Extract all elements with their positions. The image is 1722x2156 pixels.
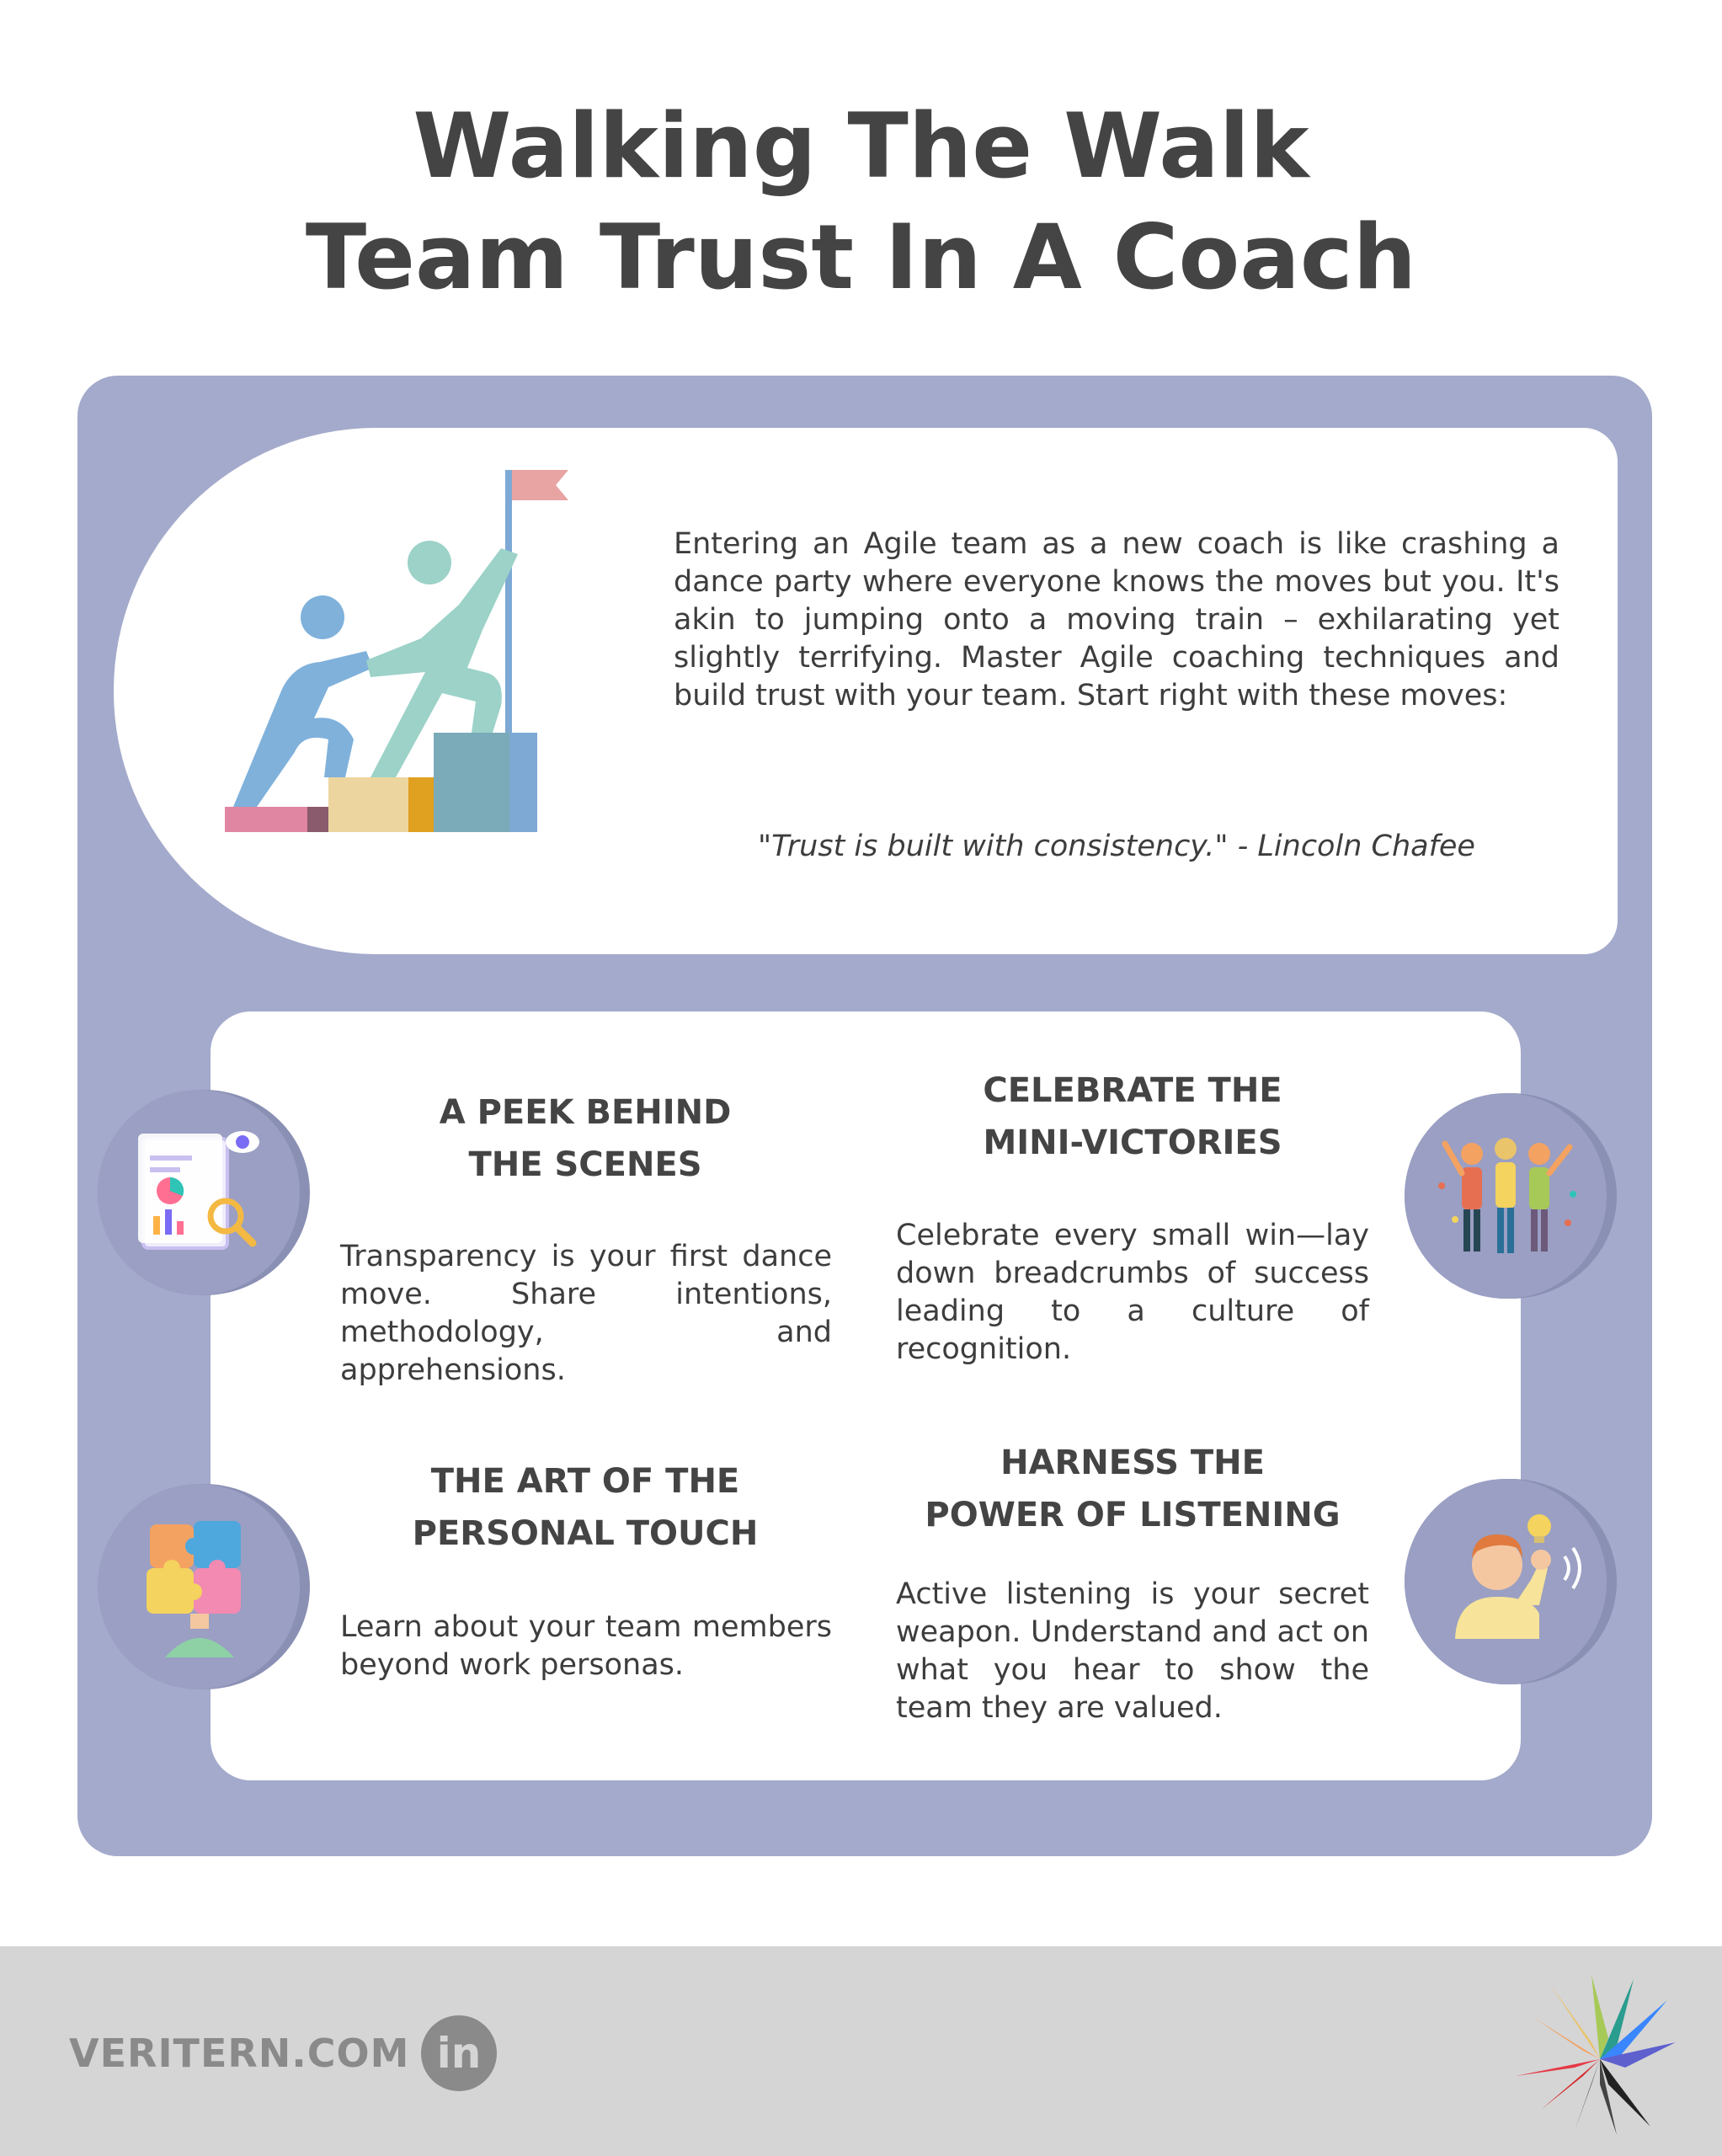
section-heading-3-line1: THE ART OF THE [430,1462,740,1501]
section-icon-badge-1 [98,1090,310,1295]
starburst-logo-icon [1490,1967,1693,2143]
section-heading-2 [867,1065,1398,1169]
section-body-3: Learn about your team members beyond work personas. [340,1610,832,1682]
celebrating-team-icon [1405,1093,1617,1299]
section-heading-4-line2: POWER OF LISTENING [925,1496,1341,1534]
section-heading-3-line2: PERSONAL TOUCH [412,1514,759,1553]
section-heading-3 [320,1455,850,1560]
section-body-2: Celebrate every small win—lay down breadcrumbs of success leading to a culture of recognition. [896,1219,1369,1366]
page-title-line1: Walking The Walk [413,94,1309,198]
section-heading-4 [867,1437,1398,1541]
section-heading-2-line2: MINI-VICTORIES [983,1123,1282,1162]
section-icon-badge-4 [1405,1479,1617,1684]
section-icon-badge-3 [98,1484,310,1689]
document-eye-icon [98,1090,310,1295]
section-heading-2-line1: CELEBRATE THE [983,1071,1282,1110]
intro-quote: "Trust is built with consistency." - Lincoln Chafee [758,830,1475,863]
footer-site-link[interactable]: VERITERN.COM [69,2031,410,2076]
section-body-4: Active listening is your secret weapon. Understand and act on what you hear to show the team they are valued. [896,1577,1369,1725]
listening-person-icon [1405,1479,1617,1684]
intro-text: Entering an Agile team as a new coach is like crashing a dance party where everyone knows the moves but you. It's akin to jumping onto a moving train – exhilarating yet slightly terrifying. Master Agile coaching techniques and build trust with your team. Start right with these moves: [674,527,1559,712]
puzzle-head-icon [98,1484,310,1689]
section-heading-4-line1: HARNESS THE [1000,1444,1265,1482]
linkedin-icon[interactable]: in [421,2015,497,2091]
section-heading-1-line1: A PEEK BEHIND [439,1093,732,1132]
page-title-line2: Team Trust In A Coach [305,205,1417,309]
section-body-1: Transparency is your first dance move. Share intentions, methodology, and apprehensions. [340,1240,832,1387]
section-heading-1-line2: THE SCENES [468,1145,702,1184]
section-icon-badge-2 [1405,1093,1617,1299]
section-heading-1 [320,1086,850,1191]
page-title [0,91,1722,313]
climbing-flag-icon [215,462,585,841]
